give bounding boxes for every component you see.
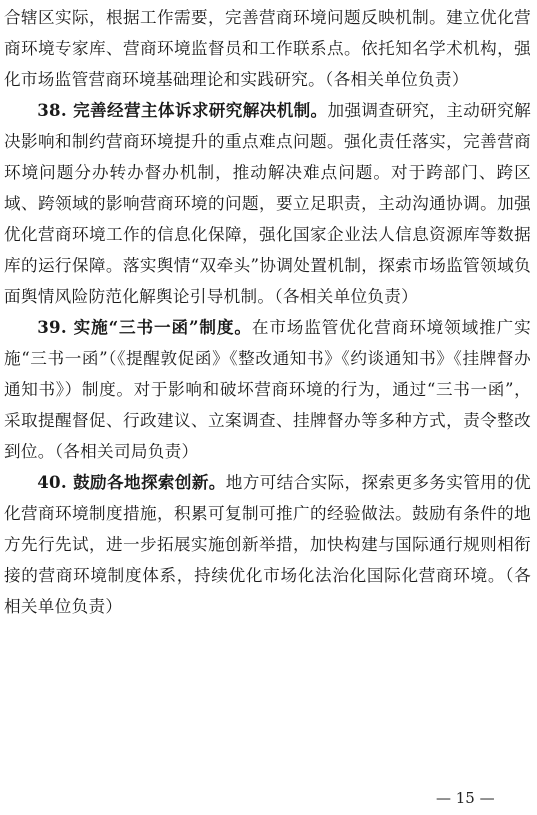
paragraph-text: 加强调查研究，主动研究解决影响和制约营商环境提升的重点难点问题。强化责任落实，完善营商环境问题分办转办督办机制，推动解决难点问题。对于跨部门、跨区域、跨领域的影响营商环境的问题，要立足职责，主动沟通协调。加强优化营商环境工作的信息化保障，强化国家企业法人信息资源库等数据库的运行保障。落实舆情“双牵头”协调处置机制，探索市场监管领域负面舆情风险防范化解舆论引导机制。（各相关单位负责） [4,101,531,306]
paragraph-item-39 [4,312,531,467]
paragraph-heading: 39. 实施“三书一函”制度。 [37,317,252,337]
document-body [4,2,531,622]
page-number: — 15 — [436,789,495,807]
paragraph-continuation [4,2,531,95]
paragraph-text: 在市场监管优化营商环境领域推广实施“三书一函”（《提醒敦促函》《整改通知书》《约谈通知书》《挂牌督办通知书》）制度。对于影响和破坏营商环境的行为，通过“三书一函”，采取提醒督促、行政建议、立案调查、挂牌督办等多种方式，责令整改到位。（各相关司局负责） [4,318,531,461]
paragraph-text: 地方可结合实际，探索更多务实管用的优化营商环境制度措施，积累可复制可推广的经验做法。鼓励有条件的地方先行先试，进一步拓展实施创新举措，加快构建与国际通行规则相衔接的营商环境制度体系，持续优化市场化法治化国际化营商环境。（各相关单位负责） [4,473,532,616]
paragraph-heading: 40. 鼓励各地探索创新。 [37,472,226,492]
paragraph-item-38 [4,95,531,312]
paragraph-heading: 38. 完善经营主体诉求研究解决机制。 [37,100,328,120]
paragraph-text: 合辖区实际，根据工作需要，完善营商环境问题反映机制。建立优化营商环境专家库、营商环境监督员和工作联系点。依托知名学术机构，强化市场监管营商环境基础理论和实践研究。（各相关单位负责） [4,8,531,89]
paragraph-item-40 [4,467,531,622]
